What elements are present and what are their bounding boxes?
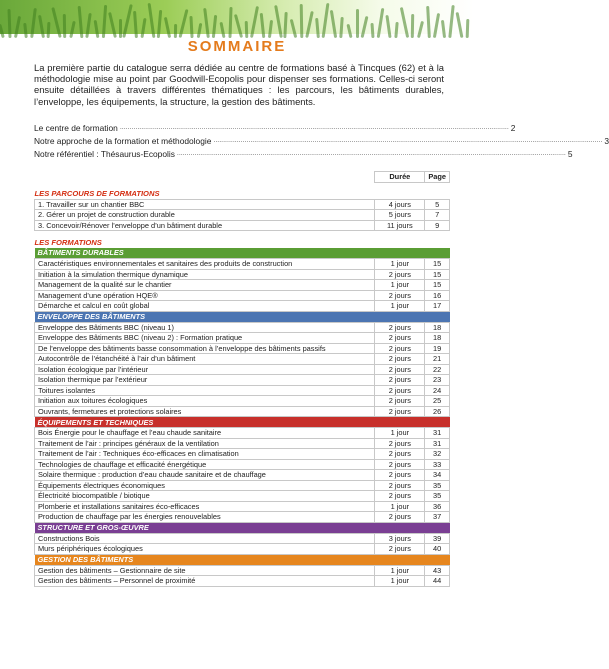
row-page: 23 [425, 375, 450, 386]
row-label: Management de la qualité sur le chantier [35, 280, 375, 291]
table-row[interactable] [35, 544, 450, 555]
header-blank [35, 172, 375, 183]
row-label: 2. Gérer un projet de construction durable [35, 210, 375, 221]
grass-blade-icon [441, 20, 446, 38]
grass-blade-icon [356, 9, 359, 38]
category-header [35, 522, 450, 533]
row-page: 35 [425, 491, 450, 502]
category-title: STRUCTURE ET GROS-ŒUVRE [35, 522, 450, 533]
row-page: 15 [425, 259, 450, 270]
grass-blade-icon [417, 21, 424, 38]
row-label: Initiation aux toitures écologiques [35, 396, 375, 407]
grass-blade-icon [432, 13, 439, 38]
row-duree: 2 jours [375, 470, 425, 481]
row-duree: 2 jours [375, 364, 425, 375]
grass-blade-icon [456, 12, 464, 38]
grass-blade-icon [386, 15, 392, 38]
grass-blade-icon [0, 24, 5, 38]
column-header-page: Page [425, 172, 450, 183]
row-label: Bois Énergie pour le chauffage et l’eau chaude sanitaire [35, 428, 375, 439]
grass-blade-icon [234, 14, 243, 38]
row-duree: 2 jours [375, 491, 425, 502]
row-label: De l’enveloppe des bâtiments basse consommation à l’enveloppe des bâtiments passifs [35, 343, 375, 354]
row-page: 34 [425, 470, 450, 481]
grass-blade-icon [148, 3, 156, 38]
row-page: 15 [425, 269, 450, 280]
row-duree: 2 jours [375, 385, 425, 396]
row-page: 37 [425, 512, 450, 523]
grass-blade-icon [449, 5, 455, 38]
row-label: Électricité biocompatible / biotique [35, 491, 375, 502]
row-duree: 2 jours [375, 343, 425, 354]
grass-blade-icon [394, 22, 398, 38]
grass-blade-icon [178, 9, 188, 38]
grass-blade-icon [7, 9, 11, 38]
row-duree: 2 jours [375, 269, 425, 280]
grass-blade-icon [361, 16, 369, 38]
table-row[interactable] [35, 290, 450, 301]
grass-blade-icon [321, 3, 329, 38]
row-label: Enveloppe des Bâtiments BBC (niveau 1) [35, 322, 375, 333]
table-row[interactable] [35, 396, 450, 407]
row-page: 15 [425, 280, 450, 291]
row-label: Enveloppe des Bâtiments BBC (niveau 2) : Formation pratique [35, 333, 375, 344]
toc-leader-dots: ........................................................................................................................................................................................................ [176, 150, 566, 157]
grass-blade-icon [400, 7, 409, 38]
category-title: BÂTIMENTS DURABLES [35, 248, 450, 259]
row-label: Isolation thermique par l’extérieur [35, 375, 375, 386]
table-of-contents [34, 120, 609, 159]
row-label: Murs périphériques écologiques [35, 544, 375, 555]
row-page: 17 [425, 301, 450, 312]
row-label: Gestion des bâtiments – Gestionnaire de site [35, 565, 375, 576]
row-duree: 1 jour [375, 565, 425, 576]
contents-table [34, 171, 450, 587]
grass-blade-icon [229, 7, 233, 38]
grass-blade-icon [274, 5, 283, 38]
section-title: LES PARCOURS DE FORMATIONS [34, 188, 160, 198]
row-duree: 1 jour [375, 501, 425, 512]
row-duree: 2 jours [375, 459, 425, 470]
row-duree: 3 jours [375, 533, 425, 544]
row-page: 26 [425, 406, 450, 417]
grass-blade-icon [371, 23, 375, 38]
row-duree: 5 jours [375, 210, 425, 221]
row-page: 18 [425, 333, 450, 344]
row-duree: 2 jours [375, 322, 425, 333]
row-page: 40 [425, 544, 450, 555]
grass-blade-icon [14, 16, 21, 38]
toc-entry-page: 3 [604, 136, 609, 146]
category-header [35, 248, 450, 259]
table-row[interactable] [35, 220, 450, 231]
row-label: 1. Travailler sur un chantier BBC [35, 199, 375, 210]
row-label: Autocontrôle de l’étanchéité à l’air d’un bâtiment [35, 354, 375, 365]
row-duree: 2 jours [375, 438, 425, 449]
table-row[interactable] [35, 406, 450, 417]
row-duree: 1 jour [375, 576, 425, 587]
grass-blade-icon [245, 21, 249, 38]
row-label: Constructions Bois [35, 533, 375, 544]
row-label: Toitures isolantes [35, 385, 375, 396]
table-row[interactable] [35, 199, 450, 210]
table-row[interactable] [35, 565, 450, 576]
section-title: LES FORMATIONS [34, 237, 102, 247]
grass-blade-icon [102, 5, 107, 38]
grass-blade-icon [300, 4, 304, 38]
table-row[interactable] [35, 385, 450, 396]
table-row[interactable] [35, 491, 450, 502]
table-row[interactable] [35, 480, 450, 491]
grass-blade-icon [204, 8, 211, 38]
table-row[interactable] [35, 449, 450, 460]
row-duree: 2 jours [375, 290, 425, 301]
table-row[interactable] [35, 280, 450, 291]
row-page: 39 [425, 533, 450, 544]
row-label: Traitement de l’air : Techniques éco-efficaces en climatisation [35, 449, 375, 460]
grass-blade-icon [174, 24, 177, 38]
grass-blade-icon [85, 13, 91, 38]
row-page: 31 [425, 428, 450, 439]
row-page: 31 [425, 438, 450, 449]
category-header [35, 417, 450, 428]
grass-blade-icon [250, 6, 259, 38]
row-duree: 2 jours [375, 354, 425, 365]
section-parcours [35, 188, 450, 199]
row-duree: 1 jour [375, 301, 425, 312]
row-label: Initiation à la simulation thermique dynamique [35, 269, 375, 280]
row-duree: 1 jour [375, 259, 425, 270]
row-duree: 1 jour [375, 280, 425, 291]
toc-entry[interactable] [34, 120, 516, 133]
grass-blade-icon [189, 16, 193, 38]
grass-blade-icon [315, 18, 320, 38]
table-row[interactable] [35, 343, 450, 354]
grass-blade-icon [426, 6, 431, 38]
row-page: 22 [425, 364, 450, 375]
table-row[interactable] [35, 322, 450, 333]
table-row[interactable] [35, 438, 450, 449]
row-page: 43 [425, 565, 450, 576]
grass-blade-icon [93, 20, 99, 38]
grass-blade-icon [23, 23, 28, 38]
row-label: Caractéristiques environnementales et sanitaires des produits de construction [35, 259, 375, 270]
table-row[interactable] [35, 375, 450, 386]
row-page: 5 [425, 199, 450, 210]
grass-blade-icon [259, 13, 265, 38]
table-row[interactable] [35, 269, 450, 280]
row-label: Production de chauffage par les énergies renouvelables [35, 512, 375, 523]
grass-blade-icon [123, 4, 134, 38]
page-title: SOMMAIRE [187, 38, 287, 55]
row-duree: 2 jours [375, 406, 425, 417]
grass-blade-icon [157, 10, 162, 38]
table-row[interactable] [35, 364, 450, 375]
table-row[interactable] [35, 576, 450, 587]
grass-blade-icon [69, 21, 75, 38]
row-label: Solaire thermique : production d’eau chaude sanitaire et de chauffage [35, 470, 375, 481]
row-duree: 2 jours [375, 449, 425, 460]
toc-entry-label: Le centre de formation [34, 123, 118, 133]
table-row[interactable] [35, 533, 450, 544]
row-duree: 2 jours [375, 544, 425, 555]
grass-blade-icon [330, 10, 337, 38]
toc-entry-page: 5 [567, 149, 573, 159]
row-label: Équipements électriques économiques [35, 480, 375, 491]
row-label: Démarche et calcul en coût global [35, 301, 375, 312]
row-page: 32 [425, 449, 450, 460]
category-title: ENVELOPPE DES BÂTIMENTS [35, 311, 450, 322]
grass-blade-icon [377, 8, 385, 38]
row-duree: 2 jours [375, 333, 425, 344]
toc-entry-page: 2 [510, 123, 516, 133]
grass-blade-icon [119, 19, 122, 38]
grass-blade-icon [141, 18, 147, 38]
grass-blade-icon [63, 14, 66, 38]
grass-banner [0, 0, 474, 34]
row-label: Gestion des bâtiments – Personnel de proximité [35, 576, 375, 587]
row-duree: 2 jours [375, 396, 425, 407]
table-row[interactable] [35, 470, 450, 481]
row-duree: 2 jours [375, 375, 425, 386]
row-duree: 1 jour [375, 428, 425, 439]
row-page: 24 [425, 385, 450, 396]
grass-blade-icon [108, 12, 117, 38]
grass-blade-icon [133, 11, 138, 38]
row-page: 7 [425, 210, 450, 221]
table-row[interactable] [35, 354, 450, 365]
table-row[interactable] [35, 459, 450, 470]
toc-entry-label: Notre référentiel : Thésaurus-Ecopolis [34, 149, 175, 159]
toc-leader-dots: ........................................................................................................................................................................................................ [119, 124, 509, 131]
grass-blade-icon [290, 19, 298, 38]
grass-blade-icon [339, 17, 343, 38]
toc-leader-dots: ........................................................................................................................................................................................................ [213, 137, 603, 144]
column-header-duree: Durée [375, 172, 425, 183]
row-label: 3. Concevoir/Rénover l’enveloppe d’un bâtiment durable [35, 220, 375, 231]
grass-blade-icon [220, 22, 226, 38]
row-page: 36 [425, 501, 450, 512]
row-duree: 2 jours [375, 512, 425, 523]
row-page: 33 [425, 459, 450, 470]
grass-blade-icon [78, 6, 84, 38]
grass-blade-icon [284, 12, 288, 38]
row-duree: 11 jours [375, 220, 425, 231]
table-row[interactable] [35, 501, 450, 512]
grass-blade-icon [52, 7, 62, 38]
grass-blade-icon [196, 23, 202, 38]
row-label: Isolation écologique par l’intérieur [35, 364, 375, 375]
table-row[interactable] [35, 259, 450, 270]
grass-blade-icon [466, 19, 470, 38]
table-row[interactable] [35, 333, 450, 344]
grass-blade-icon [164, 17, 171, 38]
grass-blade-icon [346, 24, 352, 38]
table-row[interactable] [35, 428, 450, 439]
table-row[interactable] [35, 210, 450, 221]
grass-blade-icon [411, 14, 414, 38]
row-page: 21 [425, 354, 450, 365]
category-header [35, 311, 450, 322]
category-header [35, 554, 450, 565]
grass-blade-icon [212, 15, 217, 38]
row-label: Technologies de chauffage et efficacité énergétique [35, 459, 375, 470]
row-page: 19 [425, 343, 450, 354]
toc-entry[interactable] [34, 146, 573, 159]
grass-blade-icon [30, 8, 37, 38]
row-label: Traitement de l’air : principes généraux de la ventilation [35, 438, 375, 449]
grass-blade-icon [38, 15, 45, 38]
row-page: 16 [425, 290, 450, 301]
section-formations [35, 237, 450, 248]
intro-paragraph: La première partie du catalogue serra dédiée au centre de formations basé à Tincques (62) et à la méthodologie mise au point par Goodwill-Ecopolis pour dispenser ses formations. Celles-ci seront ensuite détaillées à travers différentes thématiques : les parcours, les bâtiments durables, l’enveloppe, les équipements, la structure, la gestion des bâtiments. [34, 62, 444, 107]
row-label: Ouvrants, fermetures et protections solaires [35, 406, 375, 417]
grass-blade-icon [268, 20, 273, 38]
row-duree: 4 jours [375, 199, 425, 210]
grass-blade-icon [47, 22, 51, 38]
grass-blade-icon [305, 11, 314, 38]
row-label: Management d’une opération HQE® [35, 290, 375, 301]
table-row[interactable] [35, 301, 450, 312]
row-label: Plomberie et installations sanitaires éco-efficaces [35, 501, 375, 512]
table-row[interactable] [35, 512, 450, 523]
row-page: 9 [425, 220, 450, 231]
toc-entry-label: Notre approche de la formation et méthodologie [34, 136, 212, 146]
row-page: 44 [425, 576, 450, 587]
row-duree: 2 jours [375, 480, 425, 491]
row-page: 25 [425, 396, 450, 407]
category-title: ÉQUIPEMENTS ET TECHNIQUES [35, 417, 450, 428]
row-page: 18 [425, 322, 450, 333]
row-page: 35 [425, 480, 450, 491]
category-title: GESTION DES BÂTIMENTS [35, 554, 450, 565]
toc-entry[interactable] [34, 133, 609, 146]
